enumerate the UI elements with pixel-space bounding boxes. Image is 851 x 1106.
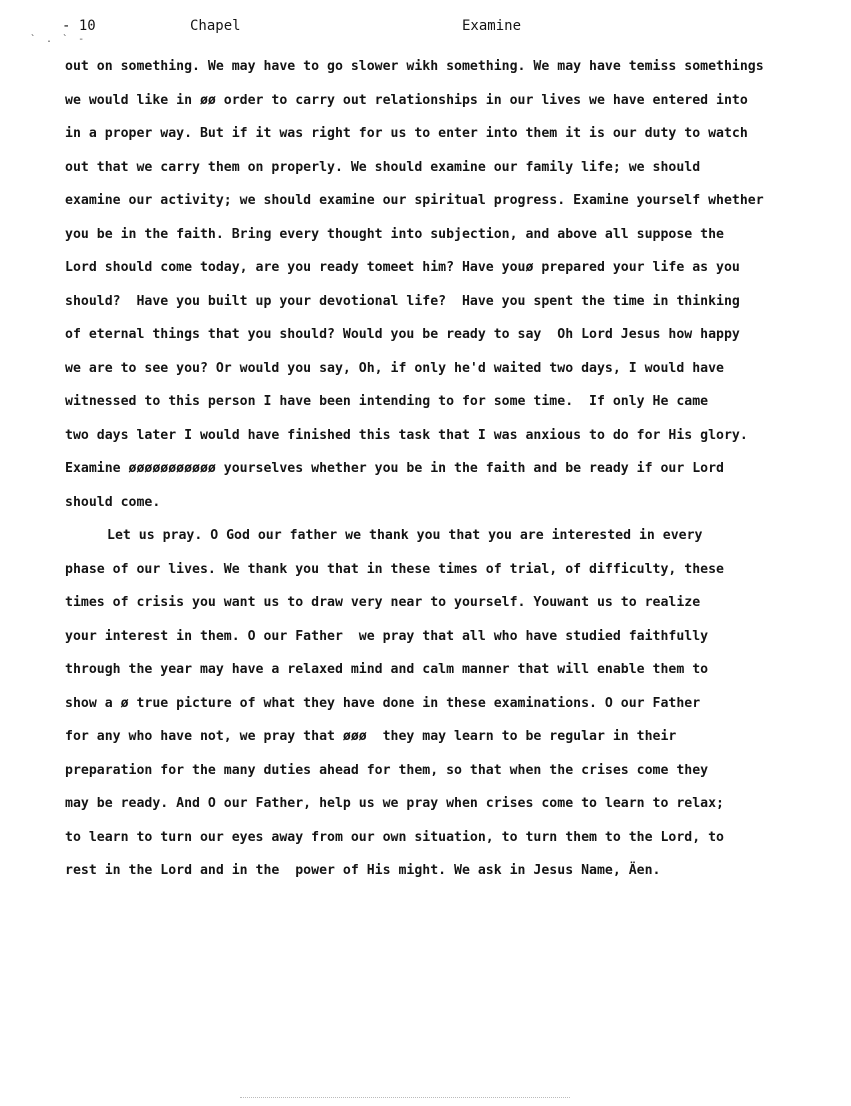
text-line: rest in the Lord and in the power of His might. We ask in Jesus Name, Äen. bbox=[65, 863, 661, 878]
corner-marks: ` . ` - bbox=[30, 34, 87, 45]
text-line: out on something. We may have to go slower wikh something. We may have temiss somethings bbox=[65, 59, 764, 74]
text-line: may be ready. And O our Father, help us we pray when crises come to learn to relax; bbox=[65, 796, 724, 811]
text-line: your interest in them. O our Father we pray that all who have studied faithfully bbox=[65, 628, 709, 644]
text-line: in a proper way. But if it was right for us to enter into them it is our duty to watch bbox=[65, 126, 748, 141]
text-line: of eternal things that you should? Would you be ready to say Oh Lord Jesus how happy bbox=[65, 327, 740, 342]
text-line: for any who have not, we pray that øøø they may learn to be regular in their bbox=[65, 729, 677, 744]
page-number: - 10 bbox=[62, 18, 96, 34]
text-line: we would like in øø order to carry out relationships in our lives we have entered into bbox=[65, 92, 748, 108]
text-line: we are to see you? Or would you say, Oh, if only he'd waited two days, I would have bbox=[65, 360, 724, 376]
header-title-left: Chapel bbox=[190, 18, 241, 34]
text-line: witnessed to this person I have been intending to for some time. If only He came bbox=[65, 394, 709, 409]
paragraph-1 bbox=[65, 50, 825, 519]
document-body bbox=[65, 50, 825, 888]
text-line: Lord should come today, are you ready tomeet him? Have youø prepared your life as you bbox=[65, 260, 740, 275]
text-line: examine our activity; we should examine our spiritual progress. Examine yourself whether bbox=[65, 193, 764, 208]
text-line: Let us pray. O God our father we thank you that you are interested in every bbox=[107, 528, 703, 543]
page-header bbox=[0, 18, 851, 40]
text-line: two days later I would have finished this task that I was anxious to do for His glory. bbox=[65, 427, 748, 443]
text-line: times of crisis you want us to draw very near to yourself. Youwant us to realize bbox=[65, 595, 701, 610]
scan-smudge bbox=[240, 1097, 570, 1102]
text-line: to learn to turn our eyes away from our own situation, to turn them to the Lord, to bbox=[65, 829, 724, 845]
header-title-right: Examine bbox=[462, 18, 522, 34]
text-line: you be in the faith. Bring every thought into subjection, and above all suppose the bbox=[65, 226, 724, 242]
text-line: show a ø true picture of what they have done in these examinations. O our Father bbox=[65, 695, 701, 711]
text-line: out that we carry them on properly. We should examine our family life; we should bbox=[65, 159, 701, 175]
text-line: should? Have you built up your devotional life? Have you spent the time in thinking bbox=[65, 293, 740, 309]
paragraph-2-prayer bbox=[65, 519, 825, 888]
text-line: should come. bbox=[65, 494, 161, 510]
text-line: preparation for the many duties ahead for them, so that when the crises come they bbox=[65, 762, 709, 778]
text-line: Examine øøøøøøøøøøø yourselves whether you be in the faith and be ready if our Lord bbox=[65, 461, 724, 476]
text-line: phase of our lives. We thank you that in these times of trial, of difficulty, these bbox=[65, 561, 724, 577]
text-line: through the year may have a relaxed mind and calm manner that will enable them to bbox=[65, 662, 709, 677]
